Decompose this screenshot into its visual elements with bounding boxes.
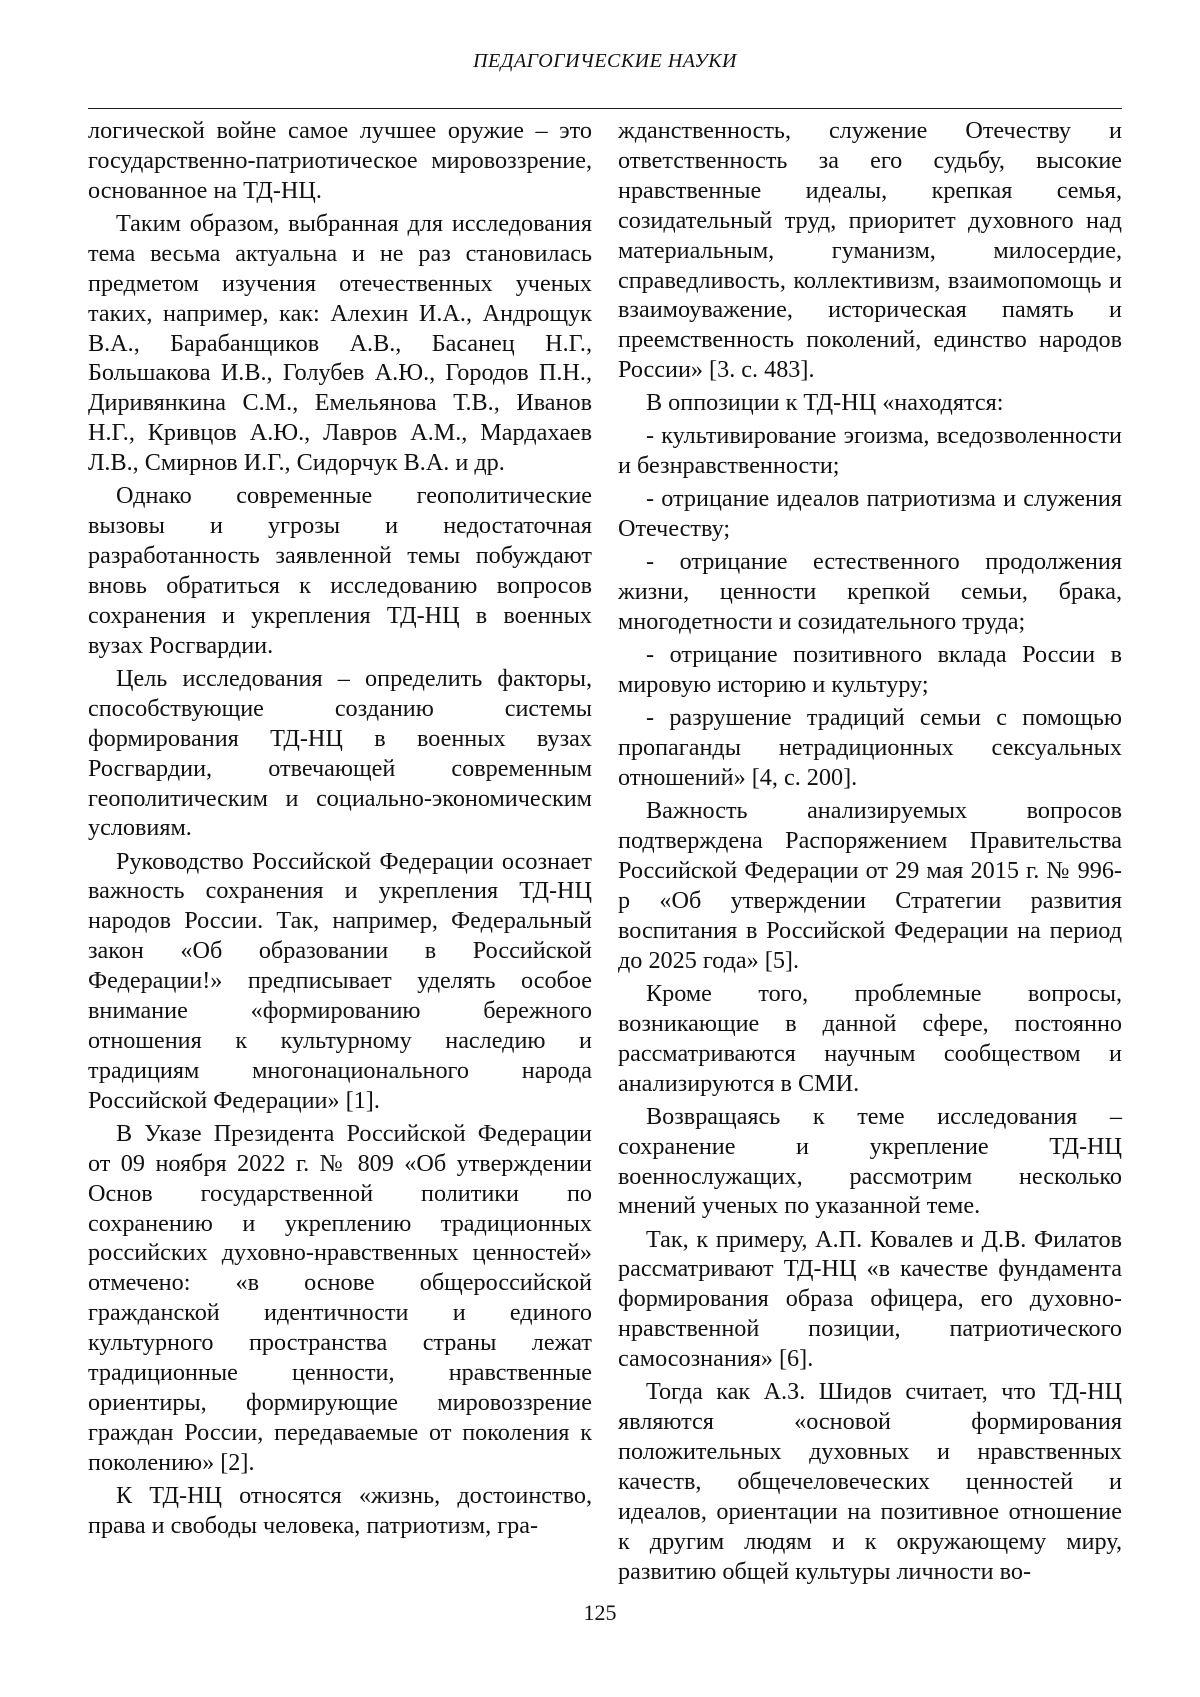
paragraph: Таким образом, выбранная для исследования тема весьма актуальна и не раз становилась предметом изучения отечественных ученых таких, например, как: Алехин И.А., Андрощук В.А., Барабанщиков А.В., Басанец Н.Г., Большакова И.В., Голубев А.Ю., Городов П.Н., Диривянкина С.М., Емельянова Т.В., Иванов Н.Г., Кривцов А.Ю., Лавров А.М., Мардахаев Л.В., Смирнов И.Г., Сидорчук В.А. и др. (88, 209, 592, 477)
paragraph: Руководство Российской Федерации осознает важность сохранения и укрепления ТД-НЦ народов России. Так, например, Федеральный закон «Об образовании в Российской Федерации!» предписывает уделять особое внимание «формированию бережного отношения к культурному наследию и традициям многонационального народа Российской Федерации» [1]. (88, 847, 592, 1114)
paragraph: В Указе Президента Российской Федерации от 09 ноября 2022 г. № 809 «Об утверждении Основ государственной политики по сохранению и укреплению традиционных российских духовно-нравственных ценностей» отмечено: «в основе общероссийской гражданской идентичности и единого культурного пространства страны лежат традиционные ценности, нравственные ориентиры, формирующие мировоззрение граждан России, передаваемые от поколения к поколению» [2]. (88, 1119, 592, 1476)
list-item: - отрицание позитивного вклада России в мировую историю и культуру; (618, 641, 1122, 699)
paragraph: Важность анализируемых вопросов подтверждена Распоряжением Правительства Российской Федерации от 29 мая 2015 г. № 996-р «Об утверждении Стратегии развития воспитания в Российской Федерации на период до 2025 года» [5]. (618, 797, 1122, 974)
paragraph: Кроме того, проблемные вопросы, возникающие в данной сфере, постоянно рассматриваются научным сообществом и анализируются в СМИ. (618, 979, 1122, 1097)
list-item: - разрушение традиций семьи с помощью пропаганды нетрадиционных сексуальных отношений» [4, с. 200]. (618, 704, 1122, 792)
header-rule (88, 108, 1122, 109)
list-item: - культивирование эгоизма, вседозволенности и безнравственности; (618, 422, 1122, 480)
paragraph: Так, к примеру, А.П. Ковалев и Д.В. Филатов рассматривают ТД-НЦ «в качестве фундамента формирования образа офицера, его духовно-нравственной позиции, патриотического самосознания» [6]. (618, 1225, 1122, 1373)
paragraph: Однако современные геополитические вызовы и угрозы и недостаточная разработанность заявленной темы побуждают вновь обратиться к исследованию вопросов сохранения и укрепления ТД-НЦ в военных вузах Росгвардии. (88, 482, 592, 659)
paragraph: В оппозиции к ТД-НЦ «находятся: (646, 389, 1004, 417)
paragraph: логической войне самое лучшее оружие – это государственно-патриотическое мировоззрение, основанное на ТД-НЦ. (88, 117, 592, 204)
list-item: - отрицание идеалов патриотизма и служения Отечеству; (618, 485, 1122, 543)
left-column (88, 116, 592, 1544)
list-item: - отрицание естественного продолжения жизни, ценности крепкой семьи, брака, многодетности и созидательного труда; (618, 548, 1122, 636)
page-number: 125 (583, 1600, 617, 1625)
right-column (618, 116, 1122, 1590)
paragraph: Цель исследования – определить факторы, способствующие созданию системы формирования ТД-НЦ в военных вузах Росгвардии, отвечающей современным геополитическим и социально-экономическим условиям. (88, 664, 592, 842)
running-header: ПЕДАГОГИЧЕСКИЕ НАУКИ (473, 50, 737, 72)
paragraph: Тогда как А.З. Шидов считает, что ТД-НЦ являются «основой формирования положительных духовных и нравственных качеств, общечеловеческих ценностей и идеалов, ориентации на позитивное отношение к другим людям и к окружающему миру, развитию общей культуры личности во- (618, 1378, 1122, 1585)
paragraph: К ТД-НЦ относятся «жизнь, достоинство, права и свободы человека, патриотизм, гра- (88, 1481, 592, 1539)
paragraph: жданственность, служение Отечеству и ответственность за его судьбу, высокие нравственные идеалы, крепкая семья, созидательный труд, приоритет духовного над материальным, гуманизм, милосердие, справедливость, коллективизм, взаимопомощь и взаимоуважение, историческая память и преемственность поколений, единство народов России» [3. с. 483]. (618, 117, 1122, 384)
paragraph: Возвращаясь к теме исследования – сохранение и укрепление ТД-НЦ военнослужащих, рассмотрим несколько мнений ученых по указанной теме. (618, 1102, 1122, 1220)
